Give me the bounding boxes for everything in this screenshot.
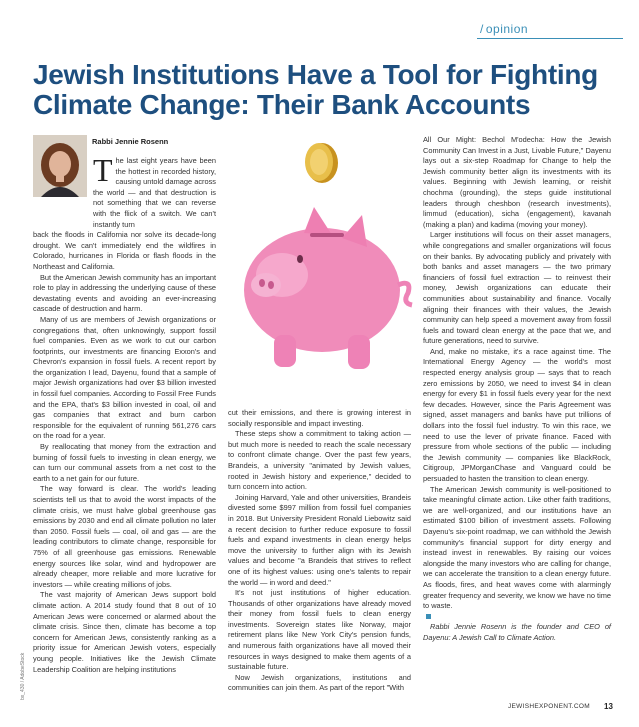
dropcap: T (93, 152, 113, 188)
headline: Jewish Institutions Have a Tool for Fighting Climate Change: Their Bank Accounts (33, 59, 598, 120)
paragraph: Now Jewish organizations, institutions and communities can join them. As part of the report "With (228, 672, 411, 693)
lead-paragraph: he last eight years have been the hottest in recorded history, causing untold damage across the world — and that destruction is not something that we can reverse with the flick of a switch. We can't instantly turn (93, 156, 216, 229)
paragraph: The way forward is clear. The world's leading scientists tell us that to avoid the worst impacts of the climate crisis, we must halve global greenhouse gas emissions by 2030 and end all climate pollution no later than 2050. Fossil fuels — coal, oil and gas — are the leading contributors to climate change, responsible for 75% of all greenhouse gas emissions. Renewable energy sources like solar, wind and hydropower are already cheaper, more reliable and more lucrative for investors — while creating millions of jobs. (33, 484, 216, 589)
byline: Rabbi Jennie Rosenn (92, 137, 169, 146)
article-column-3 (423, 135, 611, 644)
paragraph: Larger institutions will focus on their asset managers, while congregations and smaller organizations will focus on their banks. By advocating publicly and privately with both banks and asset managers — the two primary financiers of fossil fuel extraction — to reinvest their money, Jewish organizations can educate their communities about sustainability and finance. Vocally aligning their finances with their values, the Jewish community can help speed a movement away from fossil fuels and toward clean energy at the pace that we, and future generations, need to survive. (423, 230, 611, 346)
paragraph: The American Jewish community is well-positioned to take meaningful climate action. Like other faith traditions, we are well-organized, and our institutions have an estimated $100 billion of investment assets. Following Dayenu's six-point roadmap, we can withhold the Jewish community's financial support for dirty energy and instead invest in renewables. By raising our voices alongside the many investors who are calling for change, we can accelerate the transition to a clean energy future. As floods, fires, and heat waves come with alarmingly greater frequency and severity, we know we have no time to waste. (423, 484, 612, 611)
end-mark-icon (426, 614, 431, 619)
paragraph: It's not just institutions of higher education. Thousands of other organizations have already moved their money from fossil fuels to clean energy investments. Sovereign states like Norway, major retirement plans like New York City's pension funds, and numerous faith organizations have all moved their resources in ways designed to make them agents of a sustainable future. (228, 588, 411, 672)
piggy-bank-icon (244, 207, 412, 369)
paragraph: These steps show a commitment to taking action — but much more is needed to reach the scale necessary to confront climate change. Over the past few years, Brandeis, a university "animated by Jewish values, rooted in Jewish history and experience," decided to turn concern into action. (228, 429, 411, 492)
paragraph: The vast majority of American Jews support bold climate action. A 2014 study found that 8 out of 10 American Jews were concerned or alarmed about the climate crisis. Since then, climate has become a top concern for American Jews, consistently ranking as a priority issue for American Jewish voters, especially young people. Initiatives like the Jewish Climate Leadership Coalition are helping institutions (33, 590, 216, 674)
photo-credit: bx_430 / AdobeStock (20, 652, 26, 700)
coin-icon (305, 143, 338, 183)
page-number: 13 (604, 702, 613, 711)
section-tag: / opinion (480, 22, 529, 36)
paragraph: Many of us are members of Jewish organizations or congregations that, often unknowingly, support fossil fuel companies. Even as we work to cut our carbon footprints, our investments are financing Exxon's and Chevron's expansion in fossil fuels. A recent report by the organization I lead, Dayenu, found that a sample of major Jewish organizations had over $3 billion invested in fossil fuel companies. According to Fossil Free Funds and the EPA, that's $3 billion invested in coal, oil and gas companies that extract and burn carbon responsible for the equivalent of running 561,276 cars on the road for a year. (33, 314, 216, 441)
article-column-1 (33, 152, 216, 675)
paragraph: By reallocating that money from the extraction and burning of fossil fuels to investing in clean energy, we can turn our communal assets from a net cost to the earth to a net gain for our future. (33, 442, 216, 483)
paragraph: But the American Jewish community has an important role to play in addressing the underlying cause of these devastating events and avoiding an ever-increasing cascade of destruction and harm. (33, 272, 216, 314)
author-bio: Rabbi Jennie Rosenn is the founder and CEO of Dayenu: A Jewish Call to Climate Action. (423, 622, 611, 642)
article-column-2 (228, 408, 411, 694)
section-rule (477, 38, 623, 39)
paragraph: And, make no mistake, it's a race against time. The International Energy Agency — the world's most respected energy analysis group — says that to reach zero emissions by 2050, we need to invest $4 in clean energy for every $1 in fossil fuels every year for the next few decades. However, since the Paris Agreement was signed, asset managers and banks have put trillions of dollars into the fossil fuel industry. To win this race, we need to use the lever of private finance. Faced with pressure from whole sections of the public — including the Jewish community — companies like BlackRock, Citigroup, JPMorganChase and Vanguard could be persuaded to hasten the transition to clean energy. (423, 346, 611, 483)
paragraph: Joining Harvard, Yale and other universities, Brandeis divested some $997 million from fossil fuel companies in 2018. But University President Ronald Liebowitz said a recent decision to further reduce exposure to fossil fuels and expand investments in clean energy helps move the university to further align with its Jewish values and become "a Brandeis that strives to reflect one of its highest values: using one's talents to repair the world — in word and deed." (228, 492, 411, 587)
paragraph: cut their emissions, and there is growing interest in socially responsible and impact investing. (228, 408, 411, 428)
footer-website: JEWISHEXPONENT.COM (508, 703, 590, 710)
section-label: opinion (485, 22, 529, 36)
lead-continuation: back the floods in California nor solve its decade-long drought. We can't immediately end the wildfires in Colorado, hurricanes in Florida or flash floods in the Northeast and California. (33, 230, 216, 271)
paragraph: All Our Might: Bechol M'odecha: How the Jewish Community Can Invest in a Just, Livable Future," Dayenu lays out a six-step Roadmap for Change to help the Jewish community better align its investments with its values. Beginning with Jewish learning, or reishit chochma (grounding), the steps guide institutional leaders through cheshbon (research investments), limmud (education), sicha (engagement), kavanah (making a plan) and kadima (moving your money). (423, 135, 611, 229)
piggy-bank-illustration (222, 135, 422, 407)
